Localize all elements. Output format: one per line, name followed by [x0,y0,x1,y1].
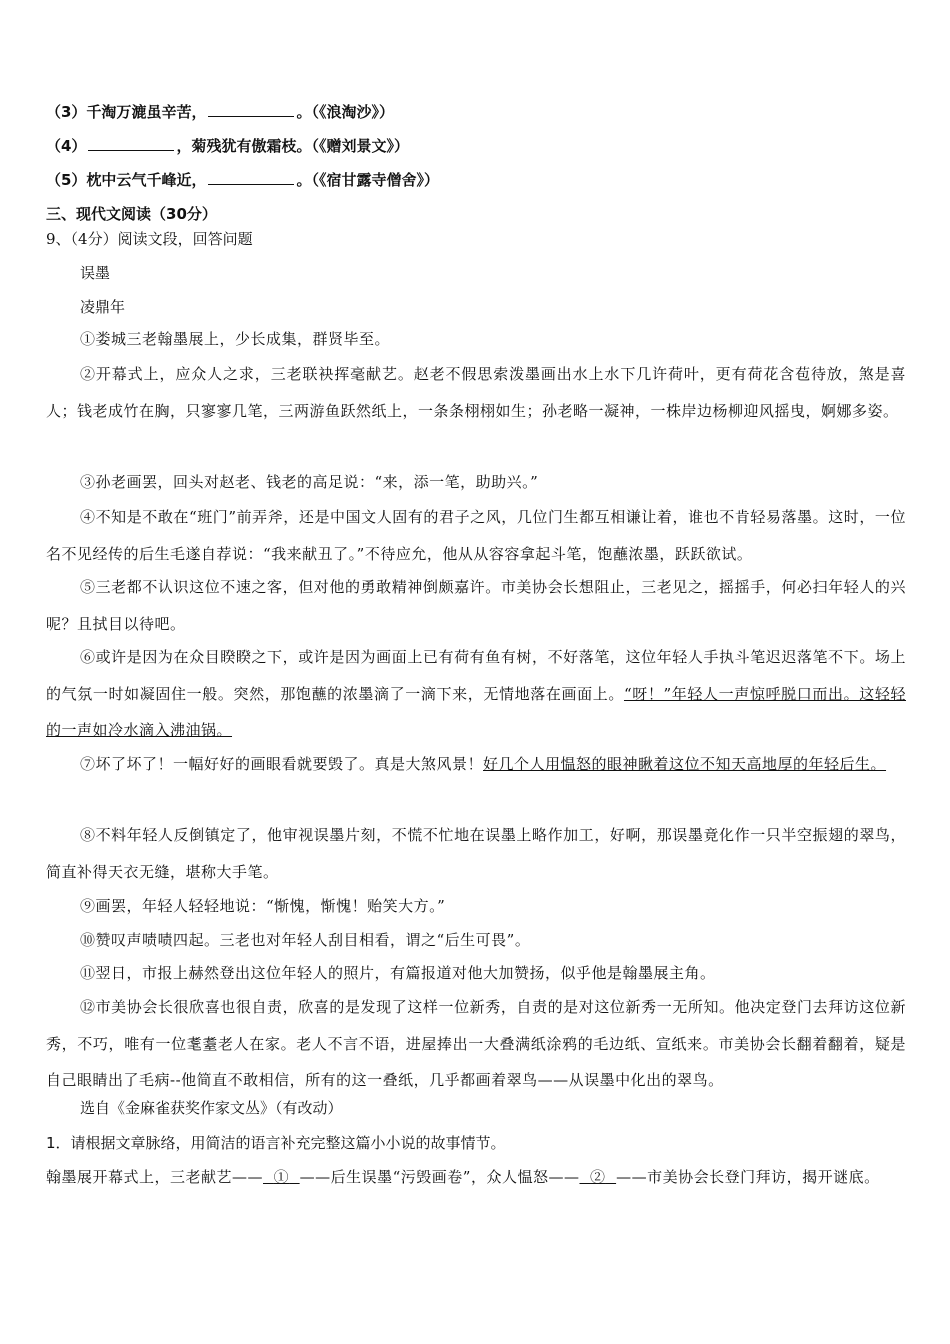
plot-part-a: 翰墨展开幕式上，三老献艺—— [46,1168,264,1186]
plot-blank-1[interactable] [263,1168,300,1186]
article-source: 选自《金麻雀获奖作家文丛》（有改动） [80,1099,343,1117]
poem-line-4-pre: （4） [46,137,87,155]
poem-line-5-post: 。（《宿甘露寺僧舍》） [296,171,439,189]
paragraph-5: ⑤三老都不认识这位不速之客，但对他的勇敢精神倒颇嘉许。市美协会长想阻止，三老见之，摇摇手，何必扫年轻人的兴呢？且拭目以待吧。 [46,578,906,633]
poem-line-3 [46,102,394,122]
plot-blank-2[interactable] [579,1168,616,1186]
fill-blank-5[interactable] [208,170,294,185]
plot-blank-2-marker: ② [590,1168,606,1186]
plot-blank-1-marker: ① [273,1168,290,1186]
fill-blank-4[interactable] [88,136,174,151]
paragraph-4: ④不知是不敢在“班门”前弄斧，还是中国文人固有的君子之风，几位门生都互相谦让着，谁也不肯轻易落墨。这时，一位名不见经传的后生毛遂自荐说：“我来献丑了。”不待应允，他从从容容拿起斗笔，饱蘸浓墨，跃跃欲试。 [46,508,906,563]
paragraph-12: ⑫市美协会长很欣喜也很自责，欣喜的是发现了这样一位新秀，自责的是对这位新秀一无所知。他决定登门去拜访这位新秀，不巧，唯有一位耄耋老人在家。老人不言不语，进屋捧出一大叠满纸涂鸦的毛边纸、宣纸来。市美协会长翻着翻着，疑是自己眼睛出了毛病--他简直不敢相信，所有的这一叠纸，几乎都画着翠鸟——从误墨中化出的翠鸟。 [46,998,906,1089]
fill-blank-3[interactable] [208,102,294,117]
plot-part-b: ——后生误墨“污毁画卷”，众人愠怒—— [299,1168,580,1186]
plot-part-c: ——市美协会长登门拜访，揭开谜底。 [616,1168,880,1186]
paragraph-7 [46,746,906,783]
paragraph-6 [46,639,906,749]
article-author: 凌鼎年 [80,298,126,316]
paragraph-8: ⑧不料年轻人反倒镇定了，他审视误墨片刻，不慌不忙地在误墨上略作加工，好啊，那误墨竟化作一只半空振翅的翠鸟，简直补得天衣无缝，堪称大手笔。 [46,826,906,881]
poem-line-5-pre: （5）枕中云气千峰近， [46,171,207,189]
question-1-plot [46,1159,906,1195]
paragraph-6-text: ⑥或许是因为在众目睽睽之下，或许是因为画面上已有荷有鱼有树，不好落笔，这位年轻人手执斗笔迟迟落笔不下。场上的气氛一时如凝固住一般。突然，那饱蘸的浓墨滴了一滴下来，无情地落在画面上。 [46,648,906,703]
question-1-stem: 1．请根据文章脉络，用简洁的语言补充完整这篇小小说的故事情节。 [46,1134,506,1152]
paragraph-6-underlined: “呀！”年轻人一声惊呼脱口而出。这轻轻的一声如冷水滴入沸油锅。 [46,684,906,739]
poem-line-3-post: 。（《浪淘沙》） [296,103,394,121]
poem-line-4 [46,136,409,156]
paragraph-7-underlined: 好几个人用愠怒的眼神瞅着这位不知天高地厚的年轻后生。 [483,755,887,773]
paragraph-7-text: ⑦坏了坏了！一幅好好的画眼看就要毁了。真是大煞风景！ [80,755,484,773]
paragraph-2: ②开幕式上，应众人之求，三老联袂挥毫献艺。赵老不假思索泼墨画出水上水下几许荷叶，更有荷花含苞待放，煞是喜人；钱老成竹在胸，只寥寥几笔，三两游鱼跃然纸上，一条条栩栩如生；孙老略一凝神，一株岸边杨柳迎风摇曳，婀娜多姿。 [46,365,906,420]
poem-line-5 [46,170,439,190]
section-title: 三、现代文阅读（30分） [46,205,217,223]
question-9-header: 9、（4分）阅读文段，回答问题 [46,230,253,248]
paragraph-3: ③孙老画罢，回头对赵老、钱老的高足说：“来，添一笔，助助兴。” [80,473,539,491]
poem-line-4-post: ，菊残犹有傲霜枝。（《赠刘景文》） [176,137,409,155]
paragraph-10: ⑩赞叹声啧啧四起。三老也对年轻人刮目相看，谓之“后生可畏”。 [80,931,531,949]
paragraph-11: ⑪翌日，市报上赫然登出这位年轻人的照片，有篇报道对他大加赞扬，似乎他是翰墨展主角。 [80,964,716,982]
paragraph-9: ⑨画罢，年轻人轻轻地说：“惭愧，惭愧！贻笑大方。” [80,897,446,915]
poem-line-3-pre: （3）千淘万漉虽辛苦， [46,103,207,121]
paragraph-1: ①娄城三老翰墨展上，少长成集，群贤毕至。 [80,330,391,348]
article-title: 误墨 [80,264,111,282]
